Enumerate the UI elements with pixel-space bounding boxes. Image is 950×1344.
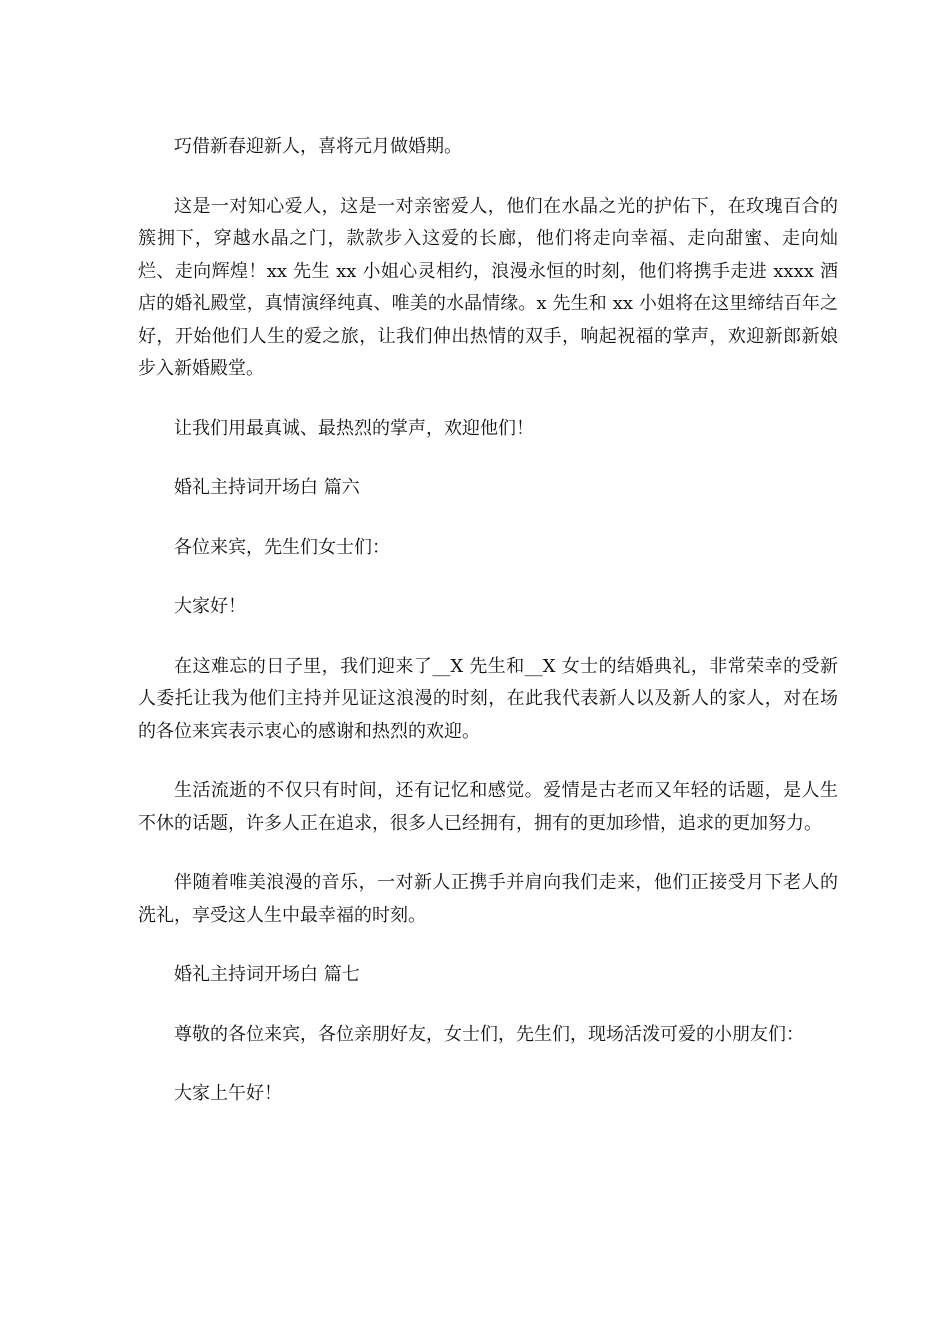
- paragraph: 大家好！: [174, 596, 246, 617]
- paragraph: 伴随着唯美浪漫的音乐，一对新人正携手并肩向我们走来，他们正接受月下老人的洗礼，享受这人生中最幸福的时刻。: [138, 872, 838, 926]
- paragraph: 各位来宾，先生们女士们：: [174, 536, 390, 558]
- paragraph: 这是一对知心爱人，这是一对亲密爱人，他们在水晶之光的护佑下，在玫瑰百合的簇拥下，穿越水晶之门，款款步入这爱的长廊，他们将走向幸福、走向甜蜜、走向灿烂、走向辉煌！xx 先生 xx 小姐心灵相约，浪漫永恒的时刻，他们将携手走进 xxxx 酒店的婚礼殿堂，真情演绎纯真、唯美的水晶情缘。x 先生和 xx 小姐将在这里缔结百年之好，开始他们人生的爱之旅，让我们伸出热情的双手，响起祝福的掌声，欢迎新郎新娘步入新婚殿堂。: [138, 195, 838, 379]
- section-heading: 婚礼主持词开场白 篇七: [174, 964, 360, 985]
- paragraph: 尊敬的各位来宾，各位亲朋好友，女士们，先生们，现场活泼可爱的小朋友们：: [174, 1023, 804, 1045]
- paragraph: 生活流逝的不仅只有时间，还有记忆和感觉。爱情是古老而又年轻的话题，是人生不休的话题，许多人正在追求，很多人已经拥有，拥有的更加珍惜，追求的更加努力。: [138, 780, 838, 834]
- paragraph: 让我们用最真诚、最热烈的掌声，欢迎他们！: [174, 417, 534, 439]
- paragraph: 在这难忘的日子里，我们迎来了__X 先生和__X 女士的结婚典礼，非常荣幸的受新人委托让我为他们主持并见证这浪漫的时刻，在此我代表新人以及新人的家人，对在场的各位来宾表示衷心的感谢和热烈的欢迎。: [138, 655, 838, 742]
- paragraph: 大家上午好！: [174, 1083, 282, 1104]
- document-body: [138, 131, 838, 1138]
- section-heading: 婚礼主持词开场白 篇六: [174, 477, 360, 498]
- paragraph: 巧借新春迎新人，喜将元月做婚期。: [174, 136, 462, 157]
